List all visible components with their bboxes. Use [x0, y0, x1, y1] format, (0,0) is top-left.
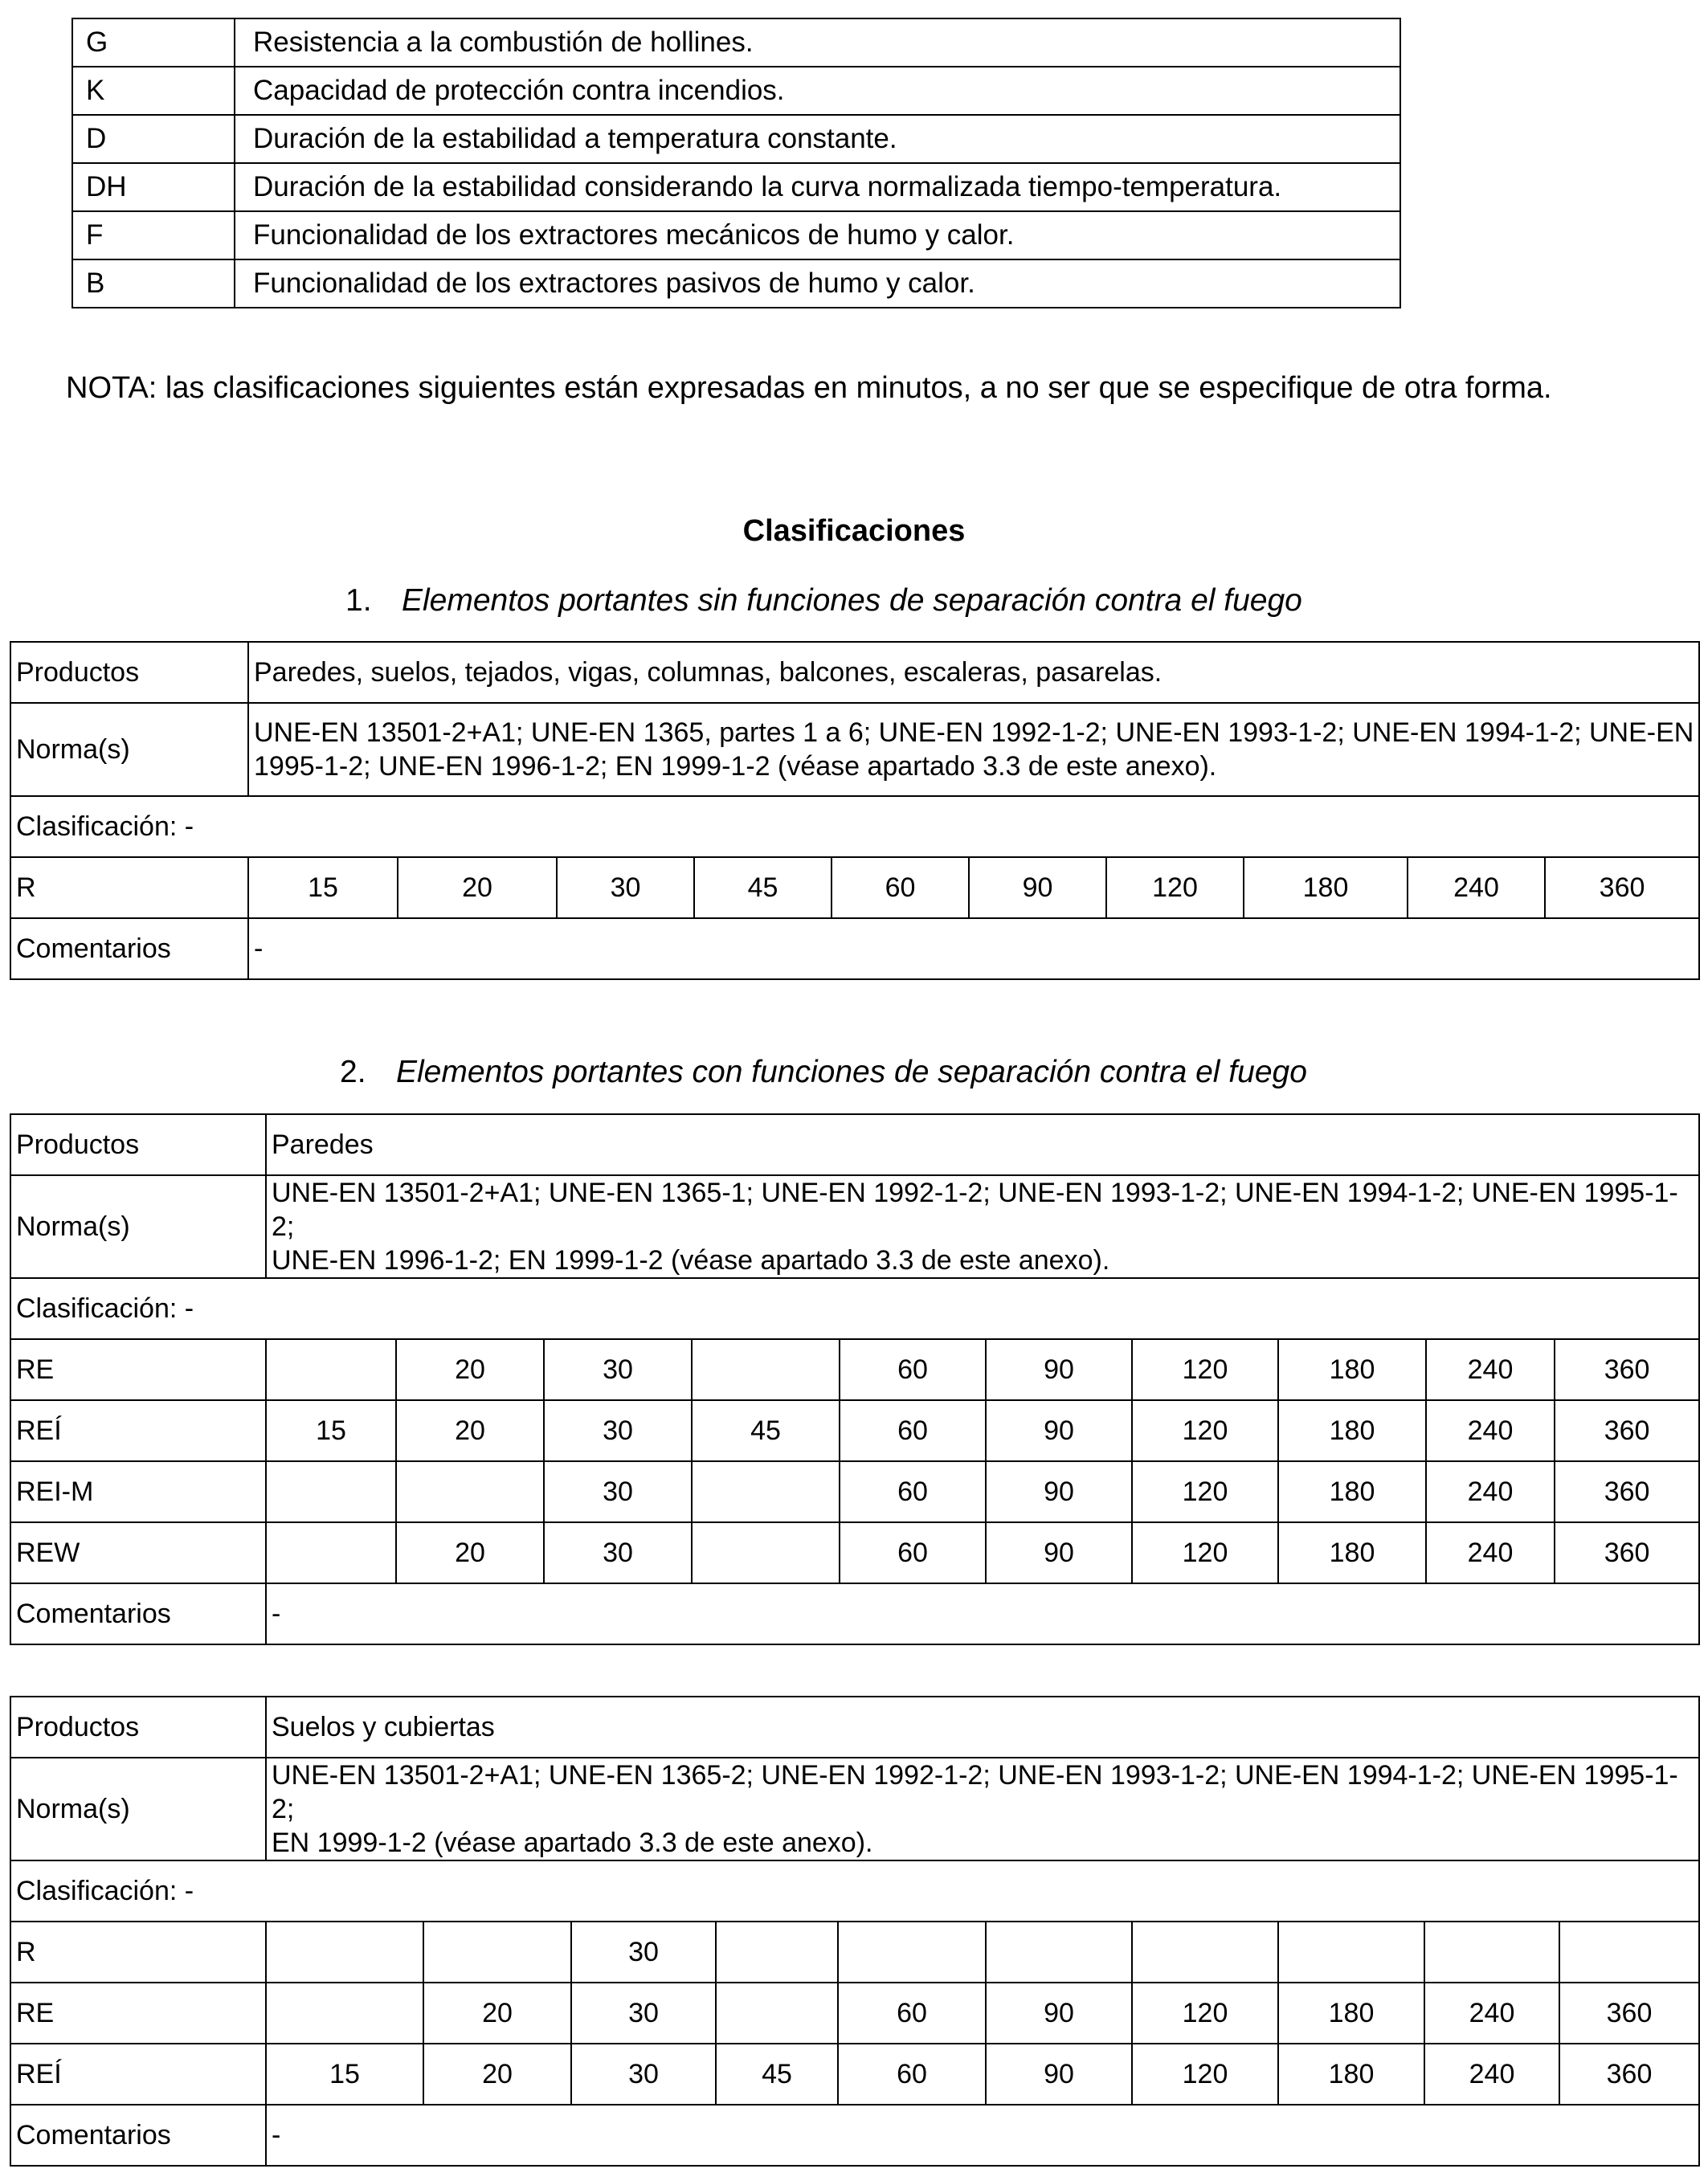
value-cell: 240: [1424, 2044, 1559, 2105]
classification-table-2b: [10, 1696, 1700, 2167]
value-cell: 360: [1555, 1339, 1699, 1400]
value-cell: 30: [544, 1339, 692, 1400]
norms-line: UNE-EN 13501-2+A1; UNE-EN 1365-2; UNE-EN 1992-1-2; UNE-EN 1993-1-2; UNE-EN 1994-1-2; UNE-EN 1995-1-2;: [272, 1760, 1678, 1824]
value-cell: [266, 1339, 396, 1400]
comments-row: [10, 1583, 1699, 1644]
products-label: Productos: [10, 1697, 266, 1758]
norms-line: UNE-EN 13501-2+A1; UNE-EN 1365-1; UNE-EN 1992-1-2; UNE-EN 1993-1-2; UNE-EN 1994-1-2; UNE-EN 1995-1-2;: [272, 1178, 1678, 1242]
norms-line: 1995-1-2; UNE-EN 1996-1-2; EN 1999-1-2 (véase apartado 3.3 de este anexo).: [254, 751, 1217, 782]
value-cell: [266, 1922, 423, 1983]
value-cell: 45: [716, 2044, 838, 2105]
section-heading: Clasificaciones: [742, 514, 966, 548]
row-label: RE: [10, 1983, 266, 2044]
value-cell: 15: [266, 1400, 396, 1461]
class-row-R: [10, 1922, 1699, 1983]
row-label: REÍ: [10, 1400, 266, 1461]
comments-value: -: [248, 918, 1699, 979]
norms-row: [10, 1175, 1699, 1278]
legend-code: G: [72, 18, 235, 67]
value-cell: 90: [986, 1983, 1132, 2044]
value-cell: 360: [1555, 1461, 1699, 1522]
value-cell: 15: [248, 857, 398, 918]
value-cell: 240: [1426, 1522, 1555, 1583]
value-cell: 240: [1426, 1339, 1555, 1400]
value-cell: 180: [1278, 1461, 1426, 1522]
value-cell: 30: [544, 1522, 692, 1583]
classification-row: [10, 796, 1699, 857]
norms-label: Norma(s): [10, 703, 248, 796]
value-cell: 15: [266, 2044, 423, 2105]
norms-row: [10, 1758, 1699, 1860]
products-label: Productos: [10, 1114, 266, 1175]
products-row: [10, 642, 1699, 703]
value-cell: 120: [1132, 1983, 1278, 2044]
classification-table-1: [10, 641, 1700, 980]
products-value: Suelos y cubiertas: [266, 1697, 1699, 1758]
row-label: REW: [10, 1522, 266, 1583]
value-cell: [1424, 1922, 1559, 1983]
value-cell: 60: [838, 2044, 986, 2105]
norms-line: EN 1999-1-2 (véase apartado 3.3 de este anexo).: [272, 1828, 873, 1858]
section-1-title-text: Elementos portantes sin funciones de separación contra el fuego: [402, 583, 1302, 618]
value-cell: 60: [832, 857, 969, 918]
value-cell: 60: [840, 1400, 986, 1461]
norms-label: Norma(s): [10, 1175, 266, 1278]
value-cell: 90: [969, 857, 1106, 918]
norms-line: UNE-EN 1996-1-2; EN 1999-1-2 (véase apartado 3.3 de este anexo).: [272, 1245, 1110, 1276]
value-cell: 180: [1278, 1983, 1424, 2044]
legend-desc: Capacidad de protección contra incendios.: [235, 67, 1400, 115]
class-row-R: [10, 857, 1699, 918]
norms-value: [266, 1175, 1699, 1278]
legend-code: F: [72, 211, 235, 259]
value-cell: 20: [396, 1339, 544, 1400]
value-cell: [692, 1461, 840, 1522]
comments-row: [10, 2105, 1699, 2166]
class-row-REW: [10, 1522, 1699, 1583]
classification-table-2a: [10, 1113, 1700, 1645]
comments-label: Comentarios: [10, 2105, 266, 2166]
class-row-REI: [10, 2044, 1699, 2105]
section-1-number: 1.: [345, 583, 372, 618]
norms-line: UNE-EN 13501-2+A1; UNE-EN 1365, partes 1 a 6; UNE-EN 1992-1-2; UNE-EN 1993-1-2; UNE-EN 1994-1-2; UNE-EN: [254, 717, 1694, 748]
class-row-RE: [10, 1983, 1699, 2044]
value-cell: 120: [1132, 1400, 1278, 1461]
legend-row: [72, 115, 1400, 163]
comments-label: Comentarios: [10, 918, 248, 979]
value-cell: 120: [1132, 1461, 1278, 1522]
comments-value: -: [266, 2105, 1699, 2166]
row-label: REÍ: [10, 2044, 266, 2105]
comments-value: -: [266, 1583, 1699, 1644]
value-cell: [266, 1983, 423, 2044]
norms-value: [266, 1758, 1699, 1860]
value-cell: 180: [1278, 1339, 1426, 1400]
value-cell: 20: [398, 857, 557, 918]
products-row: [10, 1114, 1699, 1175]
value-cell: 360: [1559, 1983, 1699, 2044]
classification-label: Clasificación: -: [10, 1860, 1699, 1922]
norms-value: [248, 703, 1699, 796]
legend-row: [72, 259, 1400, 308]
value-cell: [423, 1922, 571, 1983]
legend-desc: Duración de la estabilidad a temperatura constante.: [235, 115, 1400, 163]
row-label: R: [10, 857, 248, 918]
value-cell: 180: [1278, 2044, 1424, 2105]
value-cell: 30: [571, 1983, 716, 2044]
value-cell: [1132, 1922, 1278, 1983]
legend-row: [72, 163, 1400, 211]
value-cell: 120: [1132, 2044, 1278, 2105]
value-cell: [396, 1461, 544, 1522]
value-cell: [692, 1339, 840, 1400]
section-2-title: [340, 1055, 1307, 1090]
value-cell: 90: [986, 1522, 1132, 1583]
comments-row: [10, 918, 1699, 979]
value-cell: 240: [1424, 1983, 1559, 2044]
value-cell: 90: [986, 2044, 1132, 2105]
value-cell: 45: [694, 857, 832, 918]
value-cell: 180: [1244, 857, 1408, 918]
comments-label: Comentarios: [10, 1583, 266, 1644]
value-cell: 360: [1555, 1522, 1699, 1583]
value-cell: 30: [544, 1400, 692, 1461]
row-label: REI-M: [10, 1461, 266, 1522]
value-cell: 90: [986, 1400, 1132, 1461]
value-cell: 20: [396, 1400, 544, 1461]
value-cell: 20: [396, 1522, 544, 1583]
section-1-title: [345, 583, 1302, 619]
value-cell: 45: [692, 1400, 840, 1461]
legend-row: [72, 18, 1400, 67]
class-row-REI-M: [10, 1461, 1699, 1522]
products-label: Productos: [10, 642, 248, 703]
value-cell: 60: [838, 1983, 986, 2044]
note-text: NOTA: las clasificaciones siguientes están expresadas en minutos, a no ser que se especifique de otra forma.: [66, 371, 1552, 405]
value-cell: 360: [1559, 2044, 1699, 2105]
products-value: Paredes: [266, 1114, 1699, 1175]
value-cell: [986, 1922, 1132, 1983]
legend-desc: Duración de la estabilidad considerando la curva normalizada tiempo-temperatura.: [235, 163, 1400, 211]
value-cell: [838, 1922, 986, 1983]
row-label: RE: [10, 1339, 266, 1400]
value-cell: 120: [1106, 857, 1244, 918]
value-cell: 360: [1545, 857, 1699, 918]
section-2-title-text: Elementos portantes con funciones de separación contra el fuego: [396, 1055, 1307, 1089]
value-cell: 360: [1555, 1400, 1699, 1461]
value-cell: [1559, 1922, 1699, 1983]
value-cell: 30: [544, 1461, 692, 1522]
value-cell: 30: [571, 2044, 716, 2105]
value-cell: 120: [1132, 1339, 1278, 1400]
value-cell: 20: [423, 1983, 571, 2044]
legend-code: B: [72, 259, 235, 308]
value-cell: 60: [840, 1339, 986, 1400]
value-cell: 90: [986, 1461, 1132, 1522]
classification-label: Clasificación: -: [10, 796, 1699, 857]
legend-desc: Funcionalidad de los extractores pasivos de humo y calor.: [235, 259, 1400, 308]
legend-body: [72, 18, 1400, 308]
class-row-REI: [10, 1400, 1699, 1461]
legend-code: K: [72, 67, 235, 115]
classification-row: [10, 1860, 1699, 1922]
value-cell: [692, 1522, 840, 1583]
value-cell: 20: [423, 2044, 571, 2105]
legend-row: [72, 211, 1400, 259]
legend-desc: Funcionalidad de los extractores mecánicos de humo y calor.: [235, 211, 1400, 259]
value-cell: 120: [1132, 1522, 1278, 1583]
section-2-number: 2.: [340, 1055, 366, 1089]
legend-row: [72, 67, 1400, 115]
value-cell: 240: [1408, 857, 1545, 918]
value-cell: 60: [840, 1522, 986, 1583]
value-cell: 90: [986, 1339, 1132, 1400]
legend-code: D: [72, 115, 235, 163]
value-cell: 240: [1426, 1400, 1555, 1461]
value-cell: 180: [1278, 1522, 1426, 1583]
value-cell: [1278, 1922, 1424, 1983]
class-row-RE: [10, 1339, 1699, 1400]
value-cell: [266, 1522, 396, 1583]
products-row: [10, 1697, 1699, 1758]
products-value: Paredes, suelos, tejados, vigas, columnas, balcones, escaleras, pasarelas.: [248, 642, 1699, 703]
value-cell: 180: [1278, 1400, 1426, 1461]
value-cell: 30: [571, 1922, 716, 1983]
row-label: R: [10, 1922, 266, 1983]
legend-table: [72, 18, 1401, 308]
classification-row: [10, 1278, 1699, 1339]
legend-code: DH: [72, 163, 235, 211]
value-cell: 30: [557, 857, 694, 918]
classification-label: Clasificación: -: [10, 1278, 1699, 1339]
value-cell: 60: [840, 1461, 986, 1522]
value-cell: [716, 1922, 838, 1983]
value-cell: [266, 1461, 396, 1522]
norms-row: [10, 703, 1699, 796]
value-cell: 240: [1426, 1461, 1555, 1522]
legend-desc: Resistencia a la combustión de hollines.: [235, 18, 1400, 67]
norms-label: Norma(s): [10, 1758, 266, 1860]
value-cell: [716, 1983, 838, 2044]
